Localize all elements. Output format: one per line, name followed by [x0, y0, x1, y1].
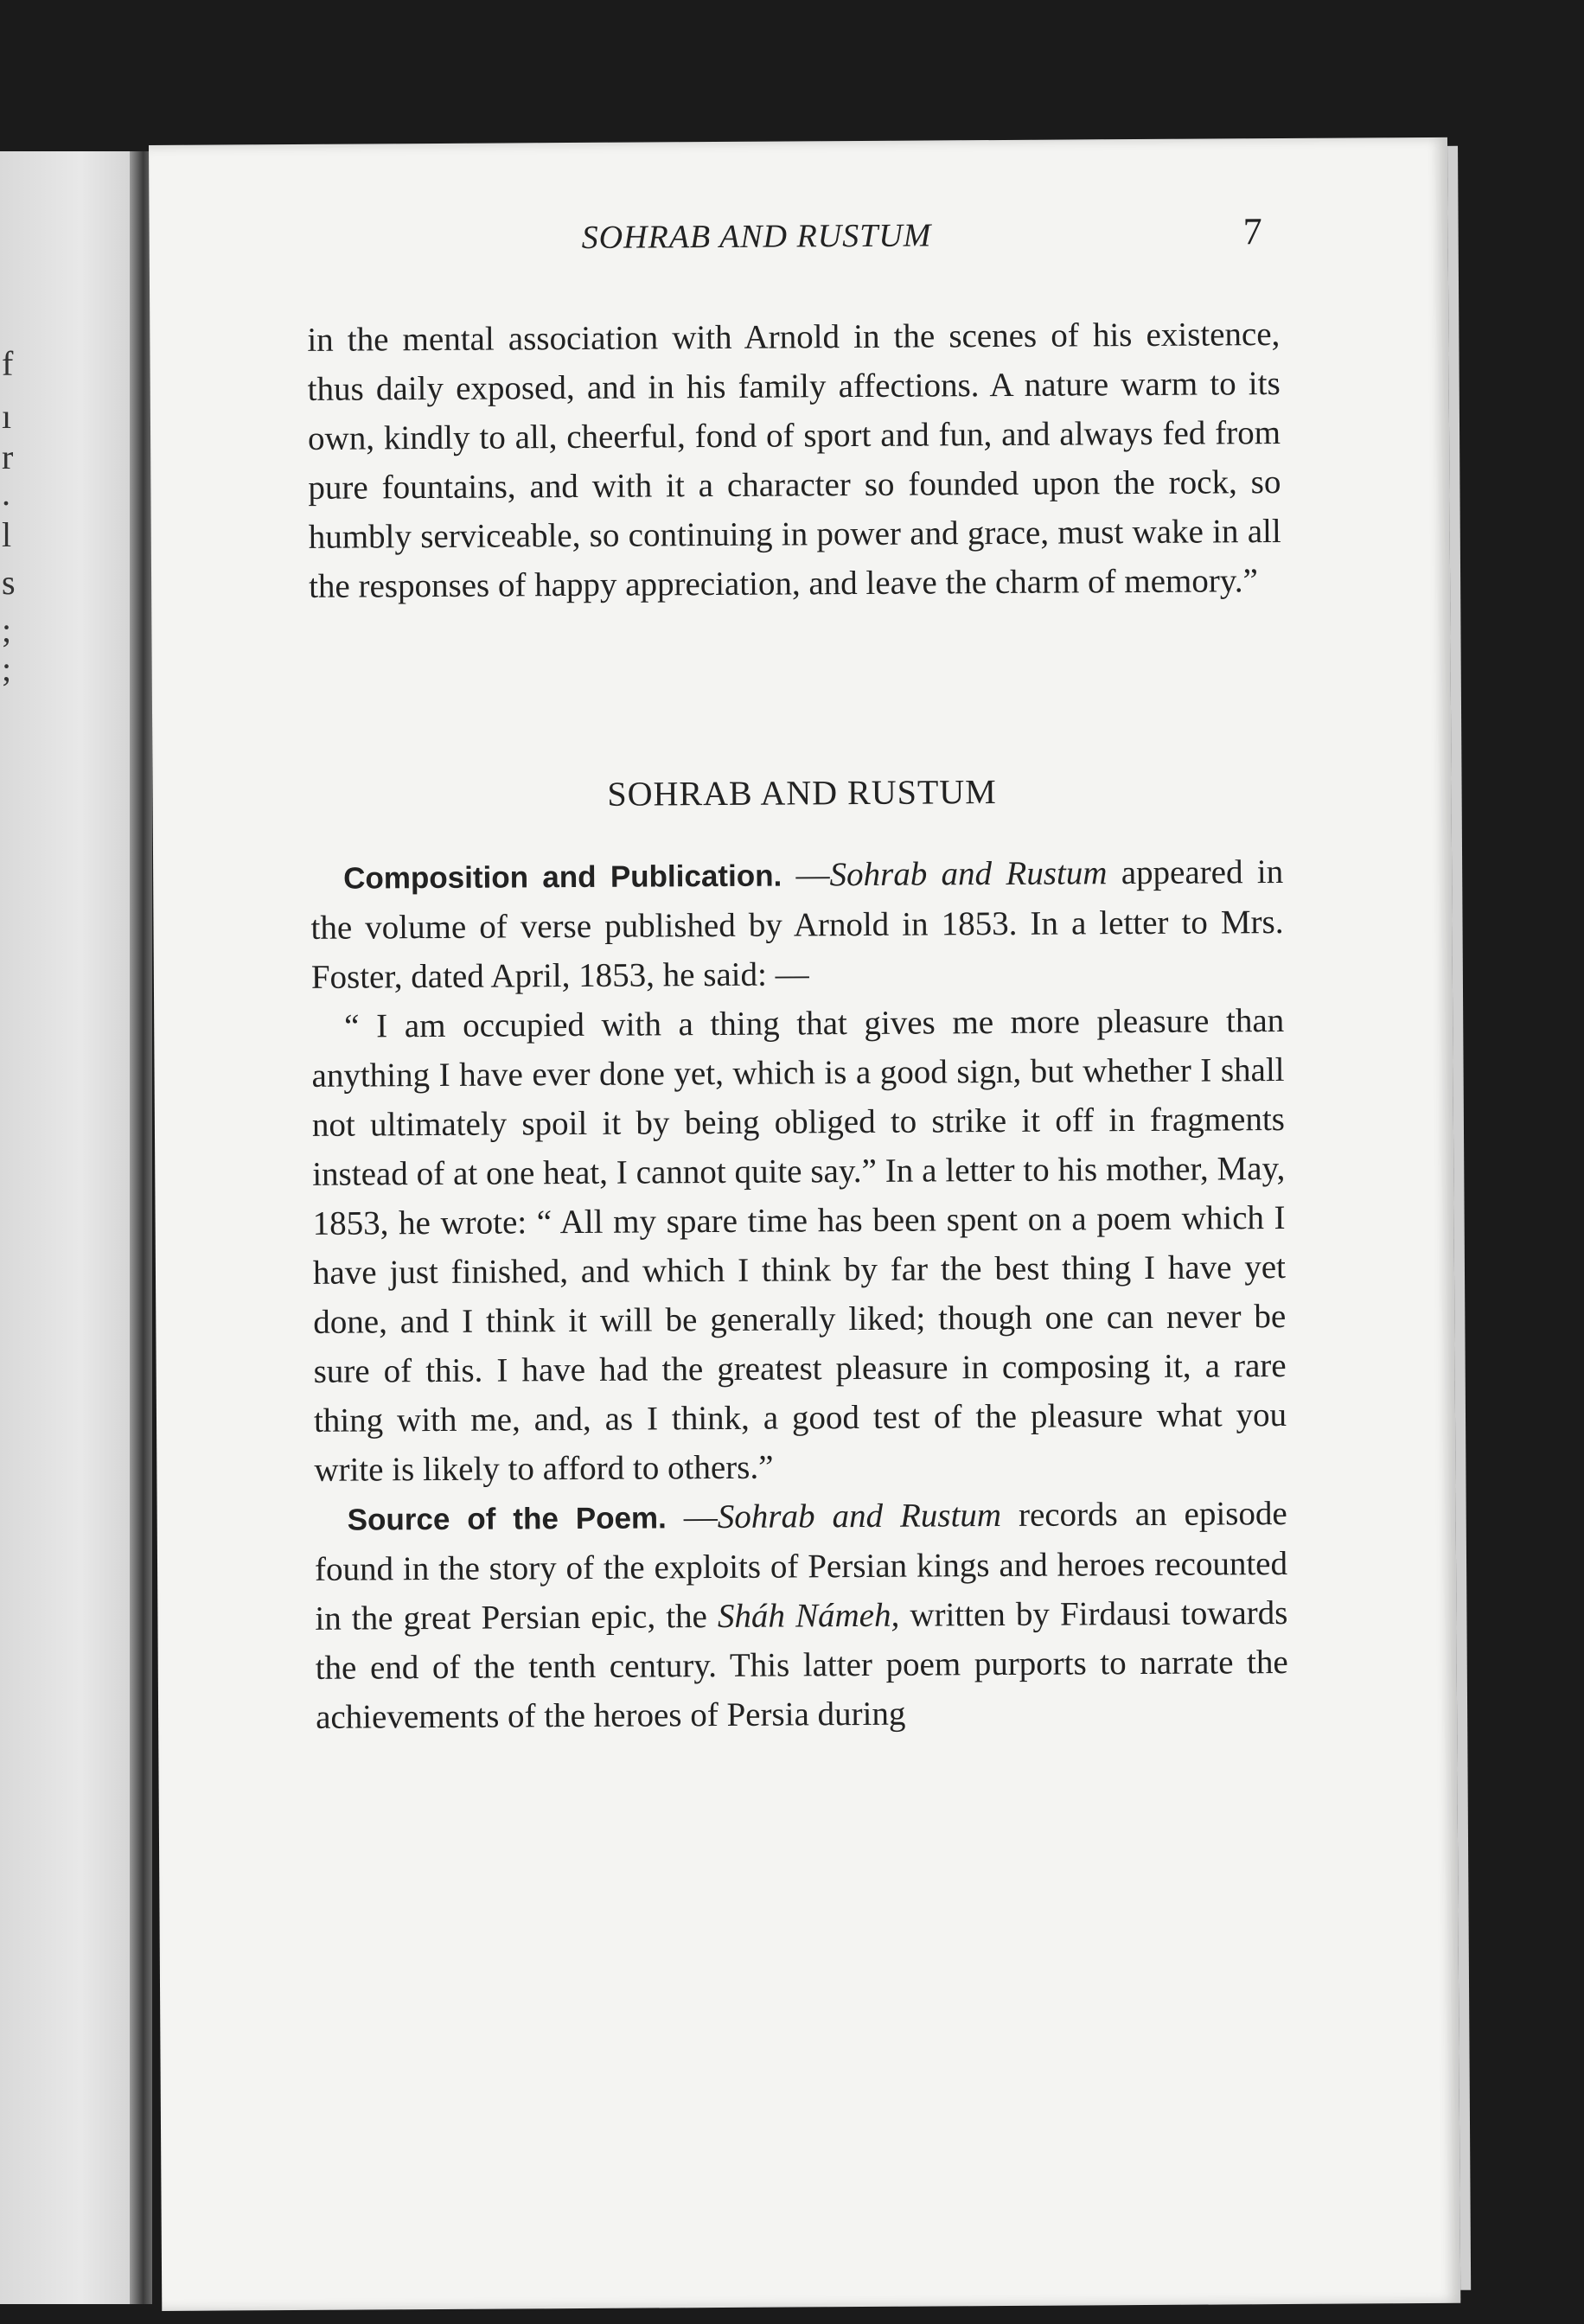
section-body: [310, 847, 1288, 1742]
left-page-edge: [0, 151, 147, 2304]
left-page-fragment: ;: [2, 610, 12, 649]
left-page-fragment: r: [2, 437, 14, 476]
book-page: [149, 137, 1460, 2311]
page-number: 7: [1242, 210, 1262, 253]
left-page-fragment: f: [2, 344, 14, 383]
source-poem-title: Sohrab and Rustum: [717, 1497, 1002, 1536]
source-dash: —: [666, 1498, 718, 1536]
composition-run-in-heading: Composition and Publication.: [343, 859, 782, 896]
source-paragraph: [315, 1489, 1289, 1742]
running-head: [150, 210, 1448, 273]
quote-paragraph: “ I am occupied with a thing that gives me more pleasure than anything I have ever done yet, which is a good sign, but whether I shall not ultimately spoil it by being obliged to strike it off in fragments instead of at one heat, I cannot quite say.” In a letter to his mother, May, 1853, he wrote: “ All my spare time has been spent on a poem which I have just finished, and which I think by far the best thing I have yet done, and I think it will be generally liked; though one can never be sure of this. I have had the greatest pleasure in composing it, a rare thing with me, and, as I think, a good test of the pleasure what you write is likely to afford to others.”: [311, 1001, 1287, 1489]
left-page-fragment: ı: [2, 397, 12, 436]
left-page-fragment: l: [2, 515, 12, 554]
page-edge: [1447, 146, 1471, 2290]
composition-poem-title: Sohrab and Rustum: [829, 854, 1108, 894]
source-text-a: records an episode found in the story of the exploits of Persian kings and heroes recounted in the great Persian epic, the: [314, 1494, 1288, 1638]
source-text-b: written by Firdausi towards the end of the tenth century. This latter poem purports to narrate the achievements of the heroes of Persia during: [315, 1593, 1288, 1736]
source-epic-title: Sháh Námeh,: [717, 1596, 900, 1636]
left-page-fragment: s: [2, 563, 16, 602]
running-title: SOHRAB AND RUSTUM: [581, 217, 932, 256]
book-gutter: [130, 151, 152, 2304]
left-page-fragment: .: [2, 474, 10, 513]
source-run-in-heading: Source of the Poem.: [347, 1501, 667, 1537]
opening-paragraph-block: [307, 310, 1281, 611]
composition-text: appeared in the volume of verse published by Arnold in 1853. In a letter to Mrs. Foster, dated April, 1853, he said: —: [310, 853, 1284, 996]
composition-paragraph: [310, 847, 1284, 1002]
opening-paragraph: in the mental association with Arnold in the scenes of his existence, thus daily exposed, and in his family affections. A nature warm to its own, kindly to all, cheerful, fond of sport and fun, and always fed from pure fountains, and with it a character so founded upon the rock, so humbly serviceable, so continuing in power and grace, must wake in all the responses of happy appreciation, and leave the charm of memory.”: [307, 316, 1281, 605]
left-page-fragment: ;: [2, 649, 12, 688]
composition-dash: —: [782, 856, 830, 894]
section-heading: SOHRAB AND RUSTUM: [607, 772, 997, 814]
